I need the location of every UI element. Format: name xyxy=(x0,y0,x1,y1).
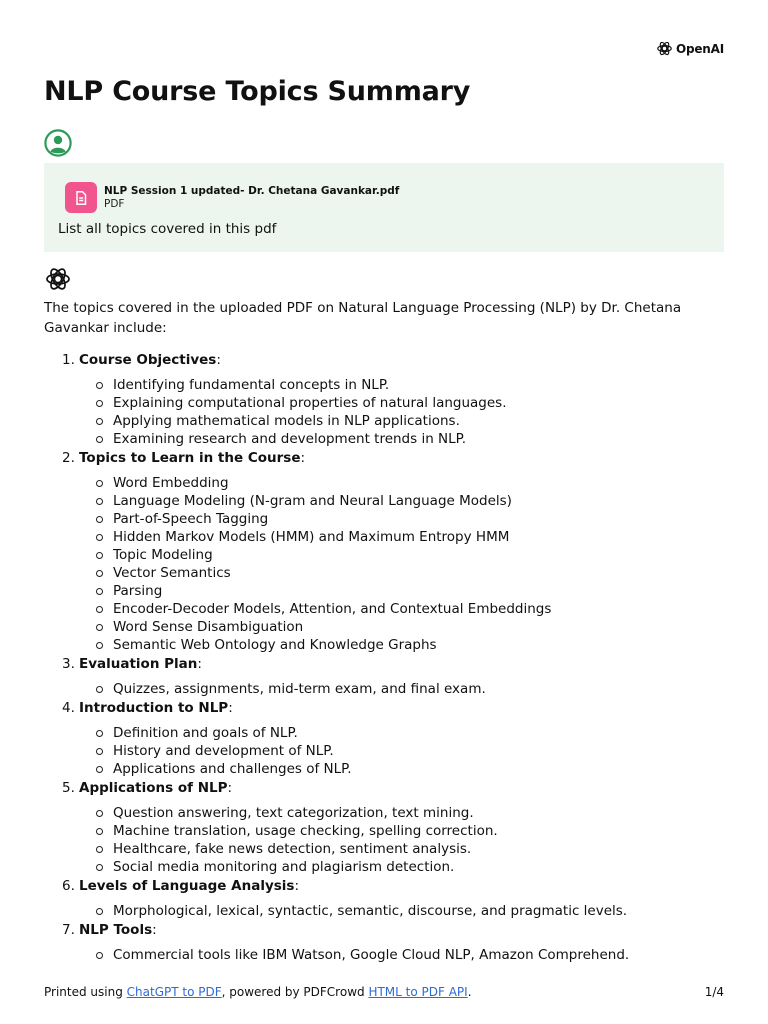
section-heading: 3. Evaluation Plan: xyxy=(62,656,202,672)
document-icon xyxy=(65,182,97,213)
list-item: Language Modeling (N-gram and Neural Language Models) xyxy=(96,492,551,510)
list-item: Word Sense Disambiguation xyxy=(96,618,551,636)
file-type: PDF xyxy=(104,197,125,210)
user-prompt-box xyxy=(44,163,724,252)
section-heading: 2. Topics to Learn in the Course: xyxy=(62,450,306,466)
list-item: Social media monitoring and plagiarism detection. xyxy=(96,858,498,876)
section-title: Evaluation Plan xyxy=(79,656,198,672)
prompt-text: List all topics covered in this pdf xyxy=(58,221,277,237)
list-item: Applications and challenges of NLP. xyxy=(96,760,352,778)
list-item: Explaining computational properties of natural languages. xyxy=(96,394,507,412)
section-title: Course Objectives xyxy=(79,352,217,368)
list-item: Identifying fundamental concepts in NLP. xyxy=(96,376,507,394)
list-item: Vector Semantics xyxy=(96,564,551,582)
section-list xyxy=(96,946,629,964)
response-intro: The topics covered in the uploaded PDF on Natural Language Processing (NLP) by Dr. Chetana Gavankar include: xyxy=(44,300,682,336)
list-item: Healthcare, fake news detection, sentiment analysis. xyxy=(96,840,498,858)
section-list xyxy=(96,680,486,698)
section-heading: 7. NLP Tools: xyxy=(62,922,157,938)
list-item: History and development of NLP. xyxy=(96,742,352,760)
section-heading: 4. Introduction to NLP: xyxy=(62,700,233,716)
page-number: 1/4 xyxy=(704,985,724,999)
list-item: Examining research and development trends in NLP. xyxy=(96,430,507,448)
section-title: Levels of Language Analysis xyxy=(79,878,295,894)
list-item: Commercial tools like IBM Watson, Google Cloud NLP, Amazon Comprehend. xyxy=(96,946,629,964)
list-item: Part-of-Speech Tagging xyxy=(96,510,551,528)
section-heading: 1. Course Objectives: xyxy=(62,352,221,368)
section-title: Topics to Learn in the Course xyxy=(79,450,301,466)
section-heading: 5. Applications of NLP: xyxy=(62,780,233,796)
section-list xyxy=(96,902,627,920)
print-footer: Printed using ChatGPT to PDF, powered by PDFCrowd HTML to PDF API. xyxy=(44,985,472,999)
section-title: Introduction to NLP xyxy=(79,700,229,716)
section-title: NLP Tools xyxy=(79,922,153,938)
list-item: Question answering, text categorization, text mining. xyxy=(96,804,498,822)
list-item: Encoder-Decoder Models, Attention, and Contextual Embeddings xyxy=(96,600,551,618)
brand-label: OpenAI xyxy=(675,41,724,56)
openai-brand xyxy=(656,40,724,57)
file-name: NLP Session 1 updated- Dr. Chetana Gavankar.pdf xyxy=(104,184,400,197)
user-avatar-icon xyxy=(44,129,72,157)
list-item: Morphological, lexical, syntactic, semantic, discourse, and pragmatic levels. xyxy=(96,902,627,920)
section-list xyxy=(96,724,352,778)
section-list xyxy=(96,376,507,448)
page-title: NLP Course Topics Summary xyxy=(44,76,471,107)
list-item: Word Embedding xyxy=(96,474,551,492)
list-item: Semantic Web Ontology and Knowledge Graphs xyxy=(96,636,551,654)
list-item: Machine translation, usage checking, spelling correction. xyxy=(96,822,498,840)
section-list xyxy=(96,804,498,876)
html-to-pdf-api-link[interactable]: HTML to PDF API xyxy=(368,985,468,999)
section-list xyxy=(96,474,551,654)
chatgpt-logo-icon xyxy=(44,265,72,293)
list-item: Quizzes, assignments, mid-term exam, and final exam. xyxy=(96,680,486,698)
section-title: Applications of NLP xyxy=(79,780,228,796)
chatgpt-to-pdf-link[interactable]: ChatGPT to PDF xyxy=(126,985,222,999)
section-heading: 6. Levels of Language Analysis: xyxy=(62,878,300,894)
list-item: Applying mathematical models in NLP applications. xyxy=(96,412,507,430)
list-item: Parsing xyxy=(96,582,551,600)
attached-file[interactable] xyxy=(65,182,399,213)
list-item: Topic Modeling xyxy=(96,546,551,564)
list-item: Definition and goals of NLP. xyxy=(96,724,352,742)
list-item: Hidden Markov Models (HMM) and Maximum Entropy HMM xyxy=(96,528,551,546)
openai-logo-icon xyxy=(656,40,673,57)
